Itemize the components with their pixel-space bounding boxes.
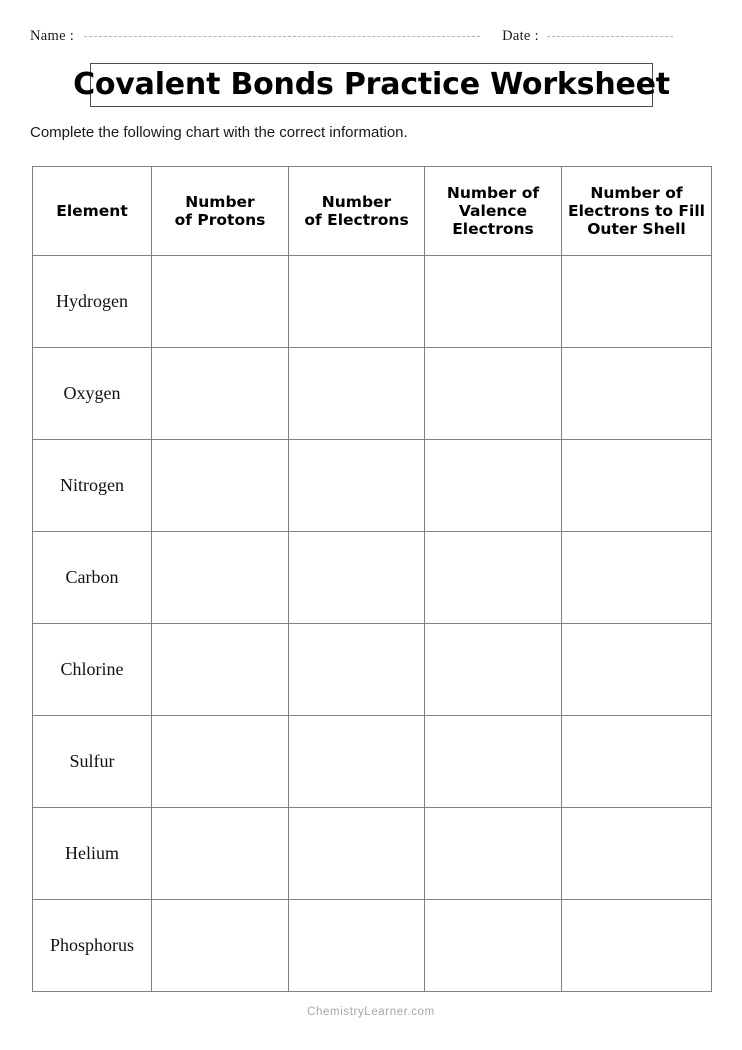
table-row	[33, 348, 712, 440]
element-name-cell: Helium	[33, 808, 152, 900]
date-input-line[interactable]	[547, 25, 673, 37]
header-line: Number of	[446, 183, 540, 202]
column-header-number-of-protons	[152, 167, 289, 256]
name-date-row	[30, 28, 712, 52]
element-name-cell: Oxygen	[33, 348, 152, 440]
answer-cell-valence[interactable]	[425, 624, 562, 716]
answer-cell-protons[interactable]	[152, 532, 289, 624]
header-line: of Electrons	[304, 211, 409, 229]
answer-cell-electrons[interactable]	[289, 532, 425, 624]
answer-cell-valence[interactable]	[425, 532, 562, 624]
answer-cell-fill[interactable]	[562, 256, 712, 348]
title-box	[73, 63, 670, 107]
element-name-cell: Carbon	[33, 532, 152, 624]
answer-cell-fill[interactable]	[562, 440, 712, 532]
header-line: Valence	[458, 201, 528, 220]
element-name-cell: Nitrogen	[33, 440, 152, 532]
table-row	[33, 808, 712, 900]
answer-cell-electrons[interactable]	[289, 716, 425, 808]
answer-cell-protons[interactable]	[152, 256, 289, 348]
answer-cell-protons[interactable]	[152, 808, 289, 900]
answer-cell-electrons[interactable]	[289, 348, 425, 440]
answer-cell-protons[interactable]	[152, 348, 289, 440]
element-name-cell: Sulfur	[33, 716, 152, 808]
page-title: Covalent Bonds Practice Worksheet	[73, 67, 670, 102]
answer-cell-valence[interactable]	[425, 716, 562, 808]
table-row	[33, 900, 712, 992]
date-label: Date :	[502, 28, 539, 44]
answer-cell-electrons[interactable]	[289, 256, 425, 348]
table-body	[33, 256, 712, 992]
answer-cell-electrons[interactable]	[289, 808, 425, 900]
element-name-cell: Chlorine	[33, 624, 152, 716]
table-row	[33, 256, 712, 348]
answer-cell-valence[interactable]	[425, 808, 562, 900]
header-line: of Protons	[174, 211, 266, 229]
header-line: Element	[56, 201, 128, 220]
name-label: Name :	[30, 28, 75, 44]
column-header-electrons-to-fill-outer-shell	[562, 167, 712, 256]
element-name-cell: Hydrogen	[33, 256, 152, 348]
answer-cell-fill[interactable]	[562, 532, 712, 624]
column-header-number-of-valence-electrons	[425, 167, 562, 256]
answer-cell-electrons[interactable]	[289, 440, 425, 532]
header-line: Electrons to Fill	[568, 201, 705, 220]
answer-cell-electrons[interactable]	[289, 624, 425, 716]
element-name-cell: Phosphorus	[33, 900, 152, 992]
answer-cell-protons[interactable]	[152, 900, 289, 992]
column-header-element	[33, 167, 152, 256]
header-line: Outer Shell	[587, 220, 686, 239]
column-header-number-of-electrons	[289, 167, 425, 256]
answer-cell-protons[interactable]	[152, 624, 289, 716]
table-row	[33, 440, 712, 532]
answer-cell-fill[interactable]	[562, 900, 712, 992]
table-row	[33, 716, 712, 808]
table-row	[33, 532, 712, 624]
elements-chart-table	[32, 166, 712, 992]
answer-cell-valence[interactable]	[425, 900, 562, 992]
answer-cell-fill[interactable]	[562, 348, 712, 440]
answer-cell-protons[interactable]	[152, 440, 289, 532]
answer-cell-valence[interactable]	[425, 440, 562, 532]
header-line: Number	[185, 192, 255, 211]
answer-cell-valence[interactable]	[425, 348, 562, 440]
answer-cell-fill[interactable]	[562, 808, 712, 900]
answer-cell-fill[interactable]	[562, 716, 712, 808]
instruction-text: Complete the following chart with the correct information.	[30, 124, 408, 141]
table-header	[33, 167, 712, 256]
table-row	[33, 624, 712, 716]
answer-cell-fill[interactable]	[562, 624, 712, 716]
header-line: Number	[321, 192, 392, 211]
answer-cell-valence[interactable]	[425, 256, 562, 348]
name-input-line[interactable]	[84, 25, 480, 37]
answer-cell-protons[interactable]	[152, 716, 289, 808]
footer-attribution: ChemistryLearner.com	[307, 1006, 435, 1018]
header-line: Electrons	[452, 220, 534, 239]
table-header-row	[33, 167, 712, 256]
answer-cell-electrons[interactable]	[289, 900, 425, 992]
header-line: Number of	[590, 183, 683, 202]
